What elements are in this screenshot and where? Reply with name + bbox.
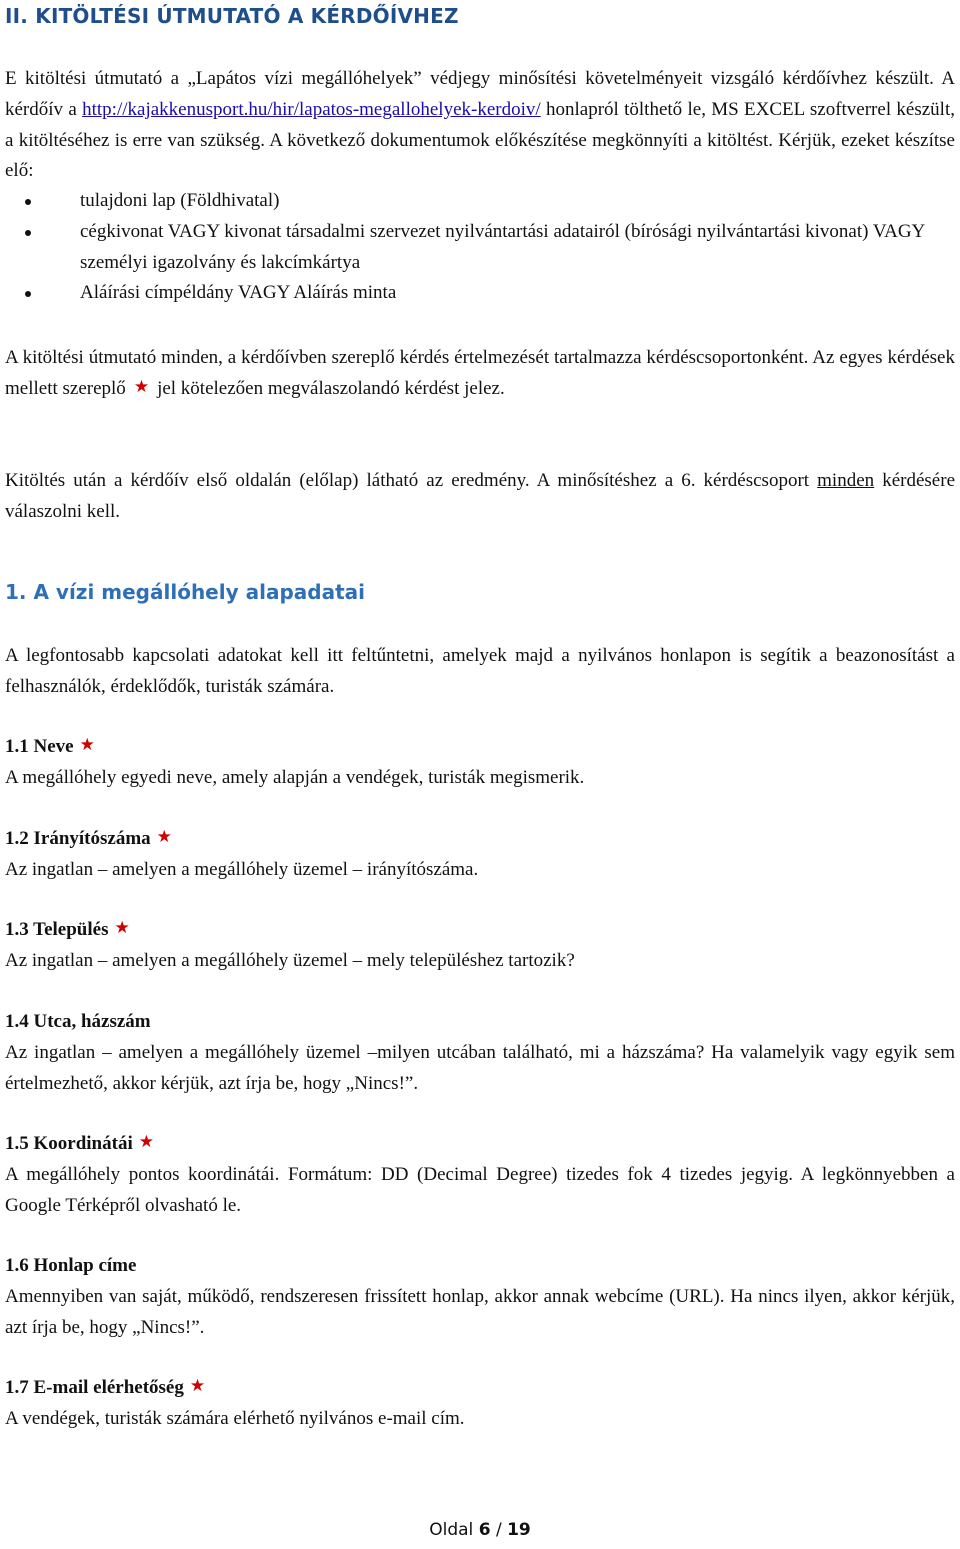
guide-paragraph: A kitöltési útmutató minden, a kérdőívben szereplő kérdés értelmezését tartalmazza kérdéscsoportonként. Az egyes kérdések mellett szereplő ★ jel kötelezően megválaszolandó kérdést jelez. <box>5 347 955 399</box>
question-title: 1.2 Irányítószáma ★ <box>5 827 172 849</box>
page-label: Oldal <box>429 1520 474 1540</box>
question-title: 1.3 Település ★ <box>5 918 130 940</box>
bullet-icon <box>25 291 31 297</box>
question-1-6 <box>5 1251 955 1343</box>
required-star-icon: ★ <box>138 1132 154 1152</box>
question-title: 1.5 Koordinátái ★ <box>5 1132 154 1154</box>
required-star-icon: ★ <box>133 376 150 397</box>
required-star-icon: ★ <box>79 735 95 755</box>
question-title: 1.4 Utca, házszám <box>5 1011 151 1032</box>
question-description: Amennyiben van saját, működő, rendszeresen frissített honlap, akkor annak webcíme (URL). Ha nincs ilyen, akkor kérjük, azt írja be, hogy „Nincs!”. <box>5 1285 955 1338</box>
page-footer <box>0 1520 960 1540</box>
question-description: Az ingatlan – amelyen a megállóhely üzemel – irányítószáma. <box>5 858 479 880</box>
required-star-icon: ★ <box>189 1376 206 1396</box>
subsection-title: 1. A vízi megállóhely alapadatai <box>5 580 365 604</box>
question-title: 1.1 Neve ★ <box>5 735 95 757</box>
question-description: A megállóhely pontos koordinátái. Formátum: DD (Decimal Degree) tizedes fok 4 tizedes jegyig. A legkönnyebben a Google Térképről olvasható le. <box>5 1163 955 1216</box>
questionnaire-link[interactable]: http://kajakkenusport.hu/hir/lapatos-megallohelyek-kerdoiv/ <box>82 98 541 120</box>
list-item: tulajdoni lap (Földhivatal) <box>5 186 955 217</box>
question-description: Az ingatlan – amelyen a megállóhely üzemel –milyen utcában található, mi a házszáma? Ha valamelyik vagy egyik sem értelmezhető, akkor kérjük, azt írja be, hogy „Nincs!”. <box>5 1041 955 1094</box>
page-separator: / <box>495 1520 502 1540</box>
page-current: 6 <box>478 1520 491 1540</box>
intro-text-2: honlapról tölthető le, MS EXCEL szoftverrel készült, a kitöltéséhez is erre van szükség. A következő dokumentumok előkészítése megkönnyíti a kitöltést. Kérjük, ezeket készítse elő: <box>5 98 955 182</box>
intro-text-1: E kitöltési útmutató a „Lapátos vízi megállóhelyek” védjegy minősítési követelményeit vizsgáló kérdőívhez készült. A kérdőív a <box>5 68 955 120</box>
subsection-intro: A legfontosabb kapcsolati adatokat kell itt feltűntetni, amelyek majd a nyilvános honlapon is segítik a beazonosítást a felhasználók, érdeklődők, turisták számára. <box>5 645 955 697</box>
result-paragraph: Kitöltés után a kérdőív első oldalán (előlap) látható az eredmény. A minősítéshez a 6. kérdéscsoport minden kérdésére válaszolni kell. <box>5 470 955 522</box>
bullet-icon <box>25 199 31 205</box>
required-star-icon: ★ <box>114 918 130 938</box>
section-title: II. KITÖLTÉSI ÚTMUTATÓ A KÉRDŐÍVHEZ <box>5 4 459 28</box>
question-1-2 <box>5 824 955 886</box>
list-item: Aláírási címpéldány VAGY Aláírás minta <box>5 278 955 309</box>
question-1-3 <box>5 915 955 977</box>
document-list <box>5 186 955 309</box>
required-star-icon: ★ <box>156 827 172 847</box>
question-description: Az ingatlan – amelyen a megállóhely üzemel – mely településhez tartozik? <box>5 949 575 971</box>
question-description: A vendégek, turisták számára elérhető nyilvános e-mail cím. <box>5 1407 465 1429</box>
question-description: A megállóhely egyedi neve, amely alapján a vendégek, turisták megismerik. <box>5 766 585 788</box>
question-1-7 <box>5 1373 955 1435</box>
question-1-4 <box>5 1007 955 1099</box>
page-total: 19 <box>507 1520 531 1540</box>
bullet-icon <box>25 230 31 236</box>
underlined-word: minden <box>817 470 875 491</box>
question-title: 1.6 Honlap címe <box>5 1255 137 1276</box>
intro-paragraph <box>5 64 955 187</box>
question-1-5 <box>5 1129 955 1221</box>
list-item: cégkivonat VAGY kivonat társadalmi szervezet nyilvántartási adatairól (bírósági nyilvántartási kivonat) VAGY személyi igazolvány és lakcímkártya <box>5 217 955 279</box>
question-title: 1.7 E-mail elérhetőség ★ <box>5 1376 206 1398</box>
question-1-1 <box>5 732 955 794</box>
